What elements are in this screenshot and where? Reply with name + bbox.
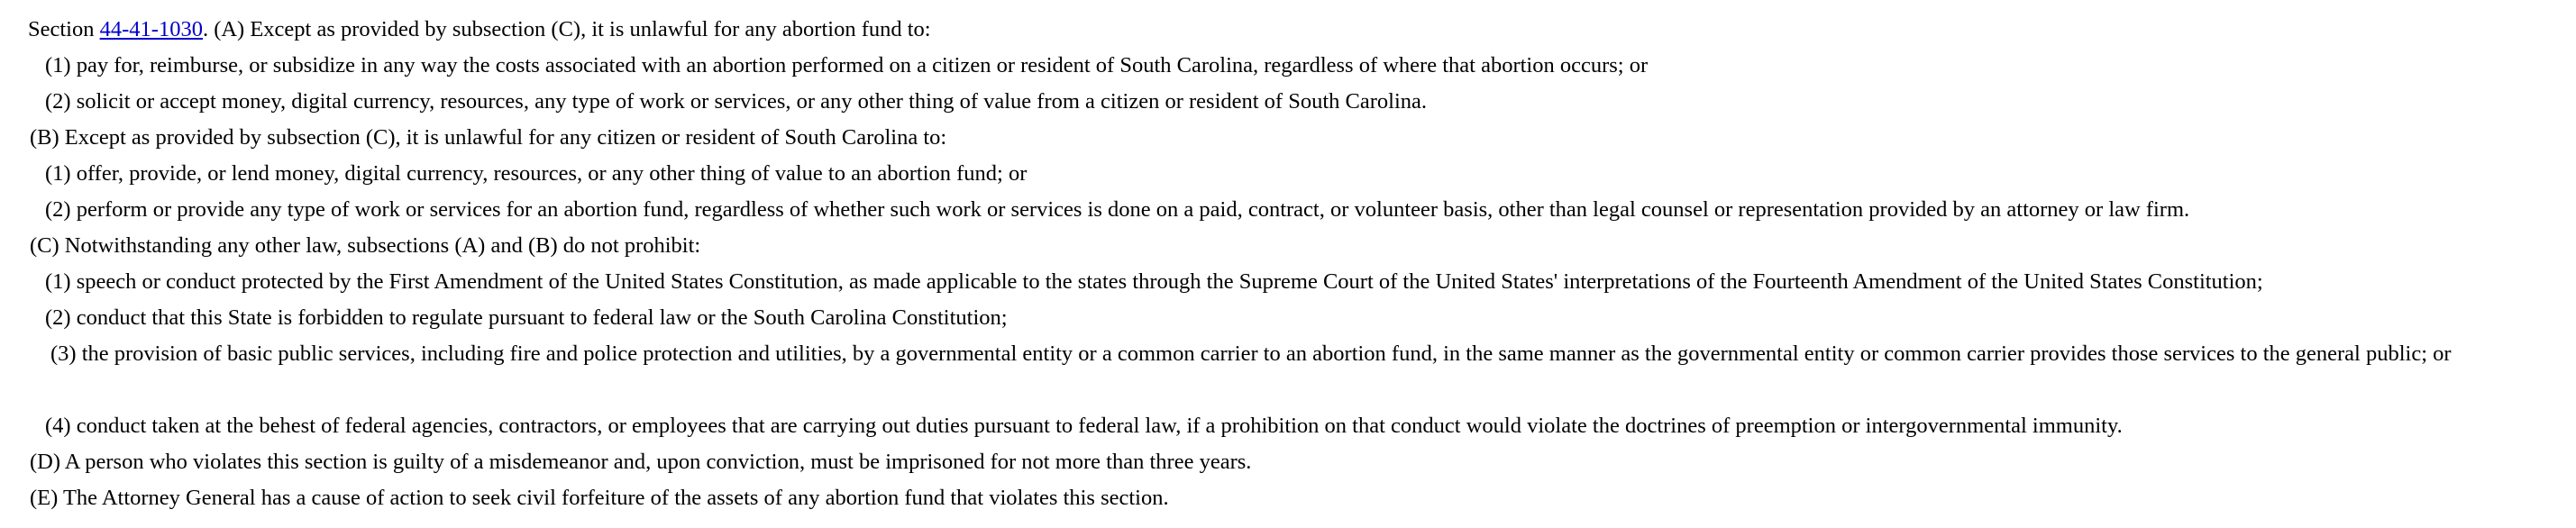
subsection-a-item-1: (1) pay for, reimburse, or subsidize in any way the costs associated with an abortion performed on a citizen or resident of South Carolina, regardless of where that abortion occurs; or: [45, 53, 1649, 77]
subsection-c-item-3: (3) the provision of basic public services, including fire and police protection and utilities, by a governmental entity or a common carrier to an abortion fund, in the same manner as the governmental entity or common carrier provides those services to the general public; or: [50, 341, 2452, 366]
subsection-a-intro: . (A) Except as provided by subsection (C), it is unlawful for any abortion fund to:: [202, 17, 931, 41]
subsection-c-intro: (C) Notwithstanding any other law, subsections (A) and (B) do not prohibit:: [30, 233, 701, 258]
subsection-c-item-2: (2) conduct that this State is forbidden to regulate pursuant to federal law or the South Carolina Constitution;: [45, 305, 1008, 330]
subsection-c-item-1: (1) speech or conduct protected by the First Amendment of the United States Constitution, as made applicable to the states through the Supreme Court of the United States' interpretations of the Fourteenth Amendment of the United States Constitution;: [45, 269, 2263, 294]
subsection-b-item-1: (1) offer, provide, or lend money, digital currency, resources, or any other thing of value to an abortion fund; or: [45, 161, 1028, 186]
subsection-b-intro: (B) Except as provided by subsection (C), it is unlawful for any citizen or resident of South Carolina to:: [30, 125, 947, 150]
subsection-b-item-2: (2) perform or provide any type of work or services for an abortion fund, regardless of whether such work or services is done on a paid, contract, or volunteer basis, other than legal counsel or representation provided by an attorney or law firm.: [45, 197, 2190, 222]
section-heading: [28, 16, 931, 43]
subsection-d: (D) A person who violates this section is guilty of a misdemeanor and, upon conviction, must be imprisoned for not more than three years.: [30, 450, 1252, 474]
section-number-link[interactable]: 44-41-1030: [99, 17, 203, 41]
subsection-e: (E) The Attorney General has a cause of action to seek civil forfeiture of the assets of any abortion fund that violates this section.: [30, 486, 1169, 510]
subsection-a-item-2: (2) solicit or accept money, digital currency, resources, any type of work or services, or any other thing of value from a citizen or resident of South Carolina.: [45, 89, 1428, 114]
subsection-c-item-4: (4) conduct taken at the behest of federal agencies, contractors, or employees that are carrying out duties pursuant to federal law, if a prohibition on that conduct would violate the doctrines of preemption or intergovernmental immunity.: [45, 414, 2123, 438]
section-prefix: Section: [28, 17, 95, 41]
